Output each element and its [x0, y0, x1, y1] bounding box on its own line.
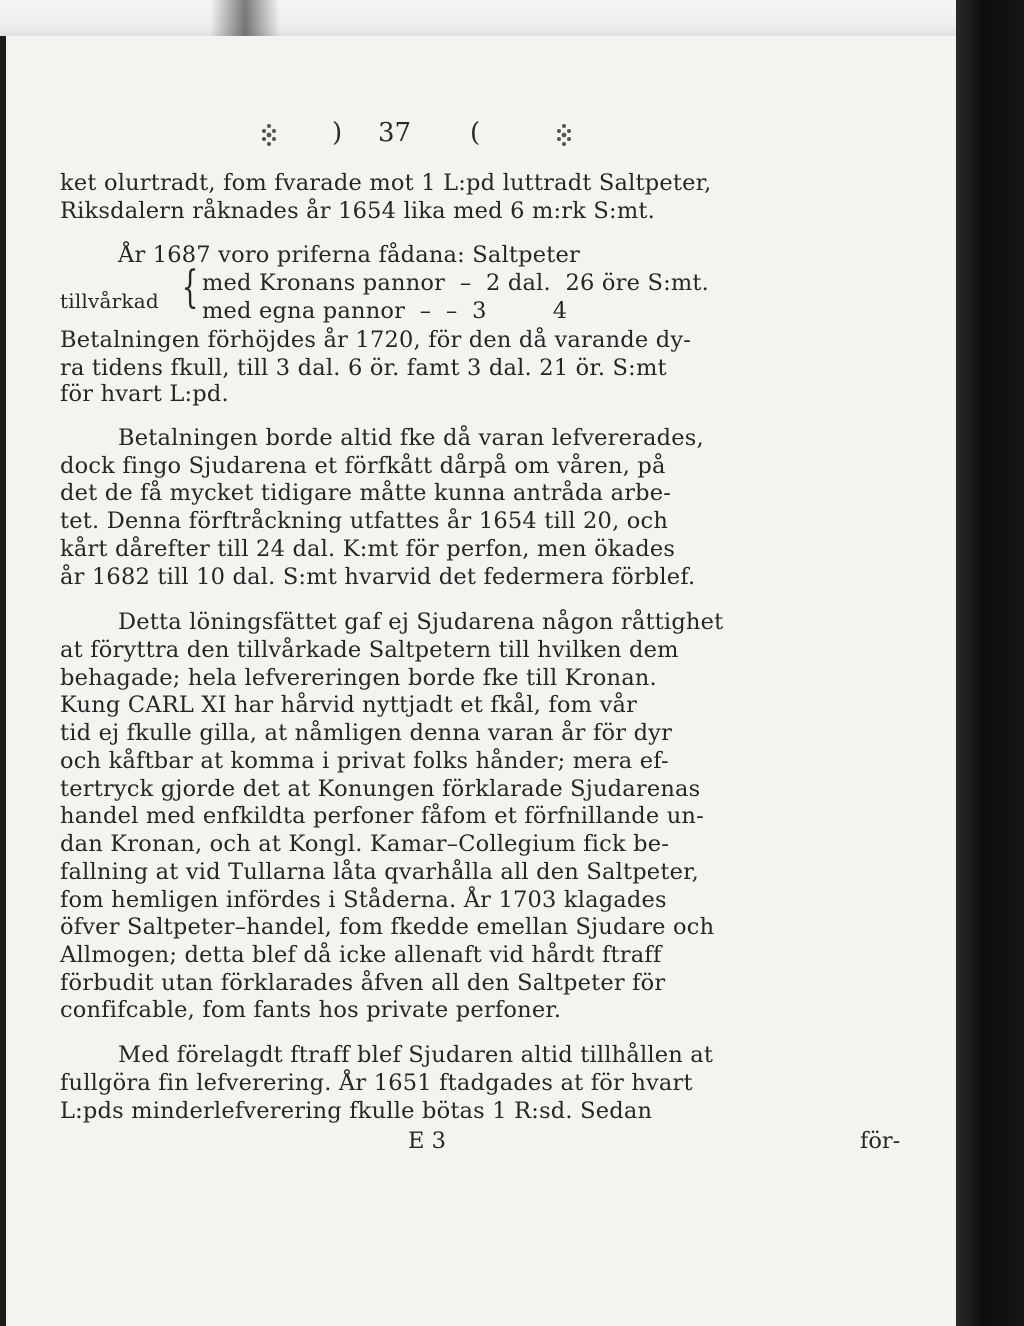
text-line: Riksdalern råknades år 1654 lika med 6 m:rk S:mt. [60, 198, 655, 224]
text-line: fullgöra fin lefverering. År 1651 ftadgades at för hvart [60, 1070, 693, 1096]
text-line: behagade; hela lefvereringen borde fke till Kronan. [60, 665, 657, 691]
text-line: handel med enfkildta perfoner fåfom et förfnillande un- [60, 803, 704, 829]
right-paren: ( [470, 118, 481, 148]
text-line: År 1687 voro priferna fådana: Saltpeter [118, 242, 580, 268]
text-line: tid ej fkulle gilla, at nåmligen denna varan år för dyr [60, 720, 673, 746]
text-line: Betalningen förhöjdes år 1720, för den då varande dy- [60, 327, 692, 353]
body-text [60, 0, 910, 1124]
text-line: ra tidens fkull, till 3 dal. 6 ör. famt 3 dal. 21 ör. S:mt [60, 355, 667, 381]
text-line: år 1682 till 10 dal. S:mt hvarvid det federmera förblef. [60, 564, 696, 590]
text-line: Allmogen; detta blef då icke allenaft vid hårdt ftraff [60, 942, 662, 968]
text-line: confifcable, fom fants hos private perfoner. [60, 997, 562, 1023]
text-line: Kung CARL XI har hårvid nyttjadt et fkål, fom vår [60, 692, 638, 718]
text-line: Betalningen borde altid fke då varan lefvererades, [118, 425, 704, 451]
catchword: för- [860, 1128, 901, 1154]
left-paren: ) [332, 118, 343, 148]
text-line: och kåftbar at komma i privat folks hånder; mera ef- [60, 748, 669, 774]
text-line: L:pds minderlefverering fkulle bötas 1 R:sd. Sedan [60, 1098, 653, 1124]
text-line: Med förelagdt ftraff blef Sjudaren altid tillhållen at [118, 1042, 714, 1068]
text-line: dock fingo Sjudarena et förfkått dårpå om våren, på [60, 453, 666, 479]
text-line: dan Kronan, och at Kongl. Kamar–Collegium fick be- [60, 831, 670, 857]
text-line: öfver Saltpeter–handel, fom fkedde emellan Sjudare och [60, 914, 715, 940]
brace: { [181, 262, 199, 313]
text-line: kårt dårefter till 24 dal. K:mt för perfon, men ökades [60, 536, 676, 562]
table-label: tillvårkad [60, 289, 159, 313]
text-line: fallning at vid Tullarna låta qvarhålla all den Saltpeter, [60, 859, 699, 885]
text-line: at föryttra den tillvårkade Saltpetern till hvilken dem [60, 637, 679, 663]
scan-right-edge [956, 0, 1024, 1326]
table-row: med egna pannor – – 3 4 [202, 298, 568, 324]
signature-mark: E 3 [408, 1128, 446, 1154]
text-line: Detta löningsfättet gaf ej Sjudarena någon råttighet [118, 609, 724, 635]
text-line: ket olurtradt, fom fvarade mot 1 L:pd luttradt Saltpeter, [60, 170, 712, 196]
text-line: förbudit utan förklarades åfven all den Saltpeter för [60, 970, 666, 996]
text-line: tertryck gjorde det at Konungen förklarade Sjudarenas [60, 776, 701, 802]
text-line: det de få mycket tidigare måtte kunna antråda arbe- [60, 480, 672, 506]
table-row: med Kronans pannor – 2 dal. 26 öre S:mt. [202, 270, 709, 296]
text-line: tet. Denna förftråckning utfattes år 1654 till 20, och [60, 508, 669, 534]
page-number: 37 [378, 118, 412, 148]
text-line: för hvart L:pd. [60, 381, 229, 407]
text-line: fom hemligen infördes i Ståderna. År 1703 klagades [60, 887, 667, 913]
